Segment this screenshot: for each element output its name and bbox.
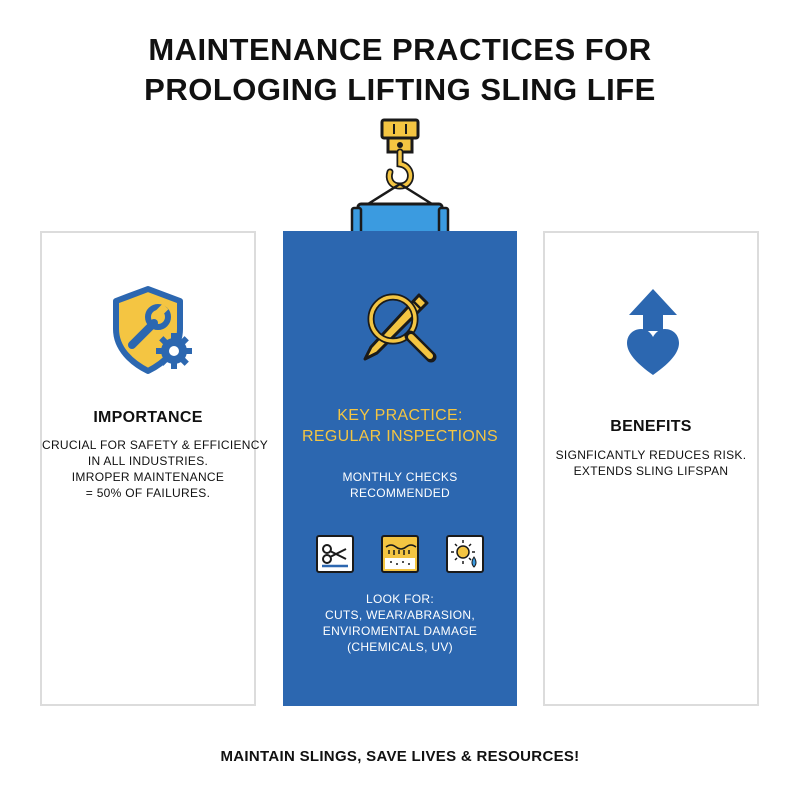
title-line-2: PROLOGING LIFTING SLING LIFE [144,72,656,107]
key-practice-heading [283,405,517,447]
look-for-line-2: CUTS, WEAR/ABRASION, [324,608,476,622]
benefits-heading: BENEFITS [610,418,692,435]
key-practice-heading-line-1: KEY PRACTICE: [337,407,463,424]
look-for-line-1: LOOK FOR: [365,592,435,606]
benefits-text [545,447,757,479]
importance-panel [40,231,268,706]
importance-text [42,437,268,501]
title-line-1: MAINTENANCE PRACTICES FOR [148,32,652,67]
abrasion-icon [381,535,419,573]
benefits-line-2: EXTENDS SLING LIFSPAN [573,464,729,478]
look-for-line-4: (CHEMICALS, UV) [347,640,453,654]
sun-water-icon [446,535,484,573]
importance-line-3: IMROPER MAINTENANCE [71,470,225,484]
shield-wrench-gear-icon [108,285,198,375]
key-practice-heading-line-2: REGULAR INSPECTIONS [302,428,498,445]
importance-line-4: = 50% OF FAILURES. [85,486,211,500]
page-title [0,30,800,110]
scissors-cut-icon [316,535,354,573]
monthly-checks-text [283,469,517,501]
monthly-checks-line-2: RECOMMENDED [350,486,450,500]
footer-slogan: MAINTAIN SLINGS, SAVE LIVES & RESOURCES! [220,748,580,765]
look-for-line-3: ENVIROMENTAL DAMAGE [322,624,478,638]
importance-heading: IMPORTANCE [93,409,203,426]
monthly-checks-line-1: MONTHLY CHECKS [342,470,458,484]
look-for-text [283,591,517,655]
magnifier-icon [355,281,445,371]
importance-line-1: CRUCIAL FOR SAFETY & EFFICIENCY [42,438,268,452]
importance-line-2: IN ALL INDUSTRIES. [87,454,209,468]
benefits-panel [543,231,759,706]
arrow-up-heart-icon [623,287,683,379]
key-practice-panel [283,231,517,706]
benefits-line-1: SIGNFICANTLY REDUCES RISK. [555,448,747,462]
